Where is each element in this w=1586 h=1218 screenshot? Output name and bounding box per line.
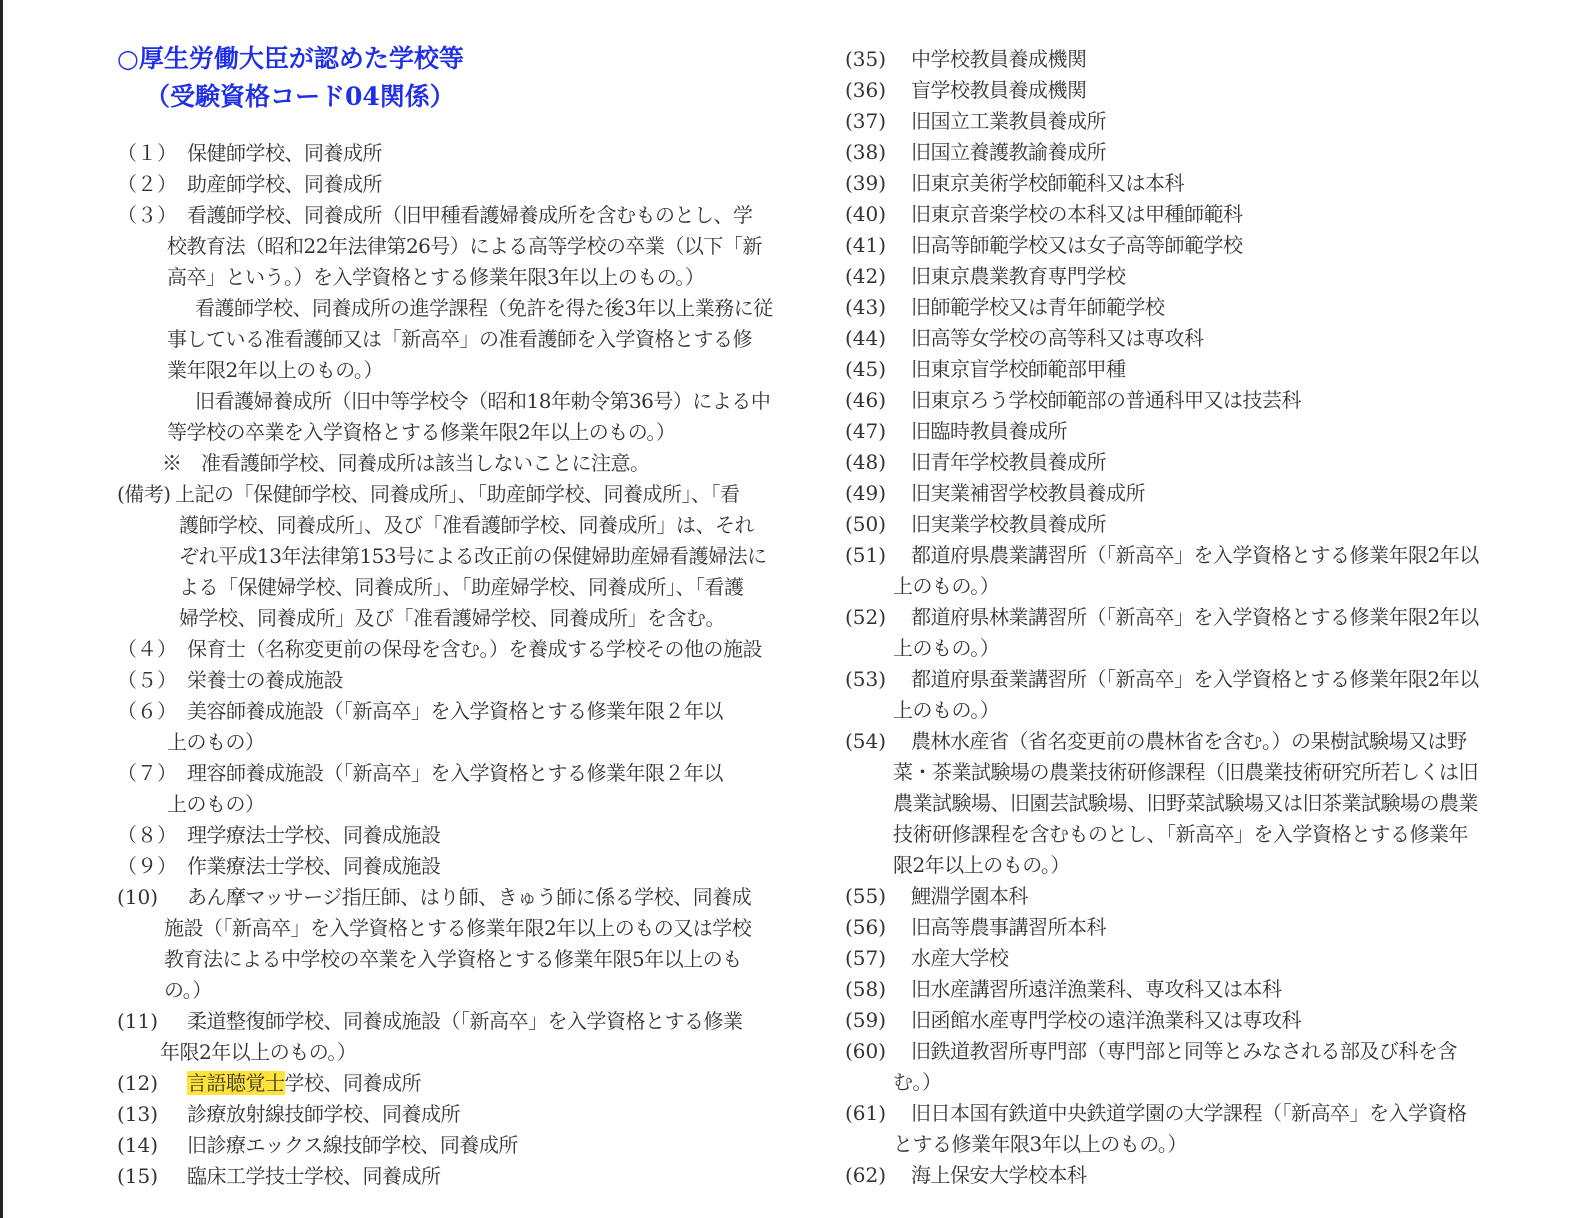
list-item-41 (845, 230, 1535, 261)
list-item-39 (845, 168, 1535, 199)
item-number: (62) (845, 1163, 887, 1187)
item-text: 旧函館水産専門学校の遠洋漁業科又は専攻科 (911, 1008, 1301, 1032)
item-text: 鯉淵学園本科 (911, 884, 1028, 908)
item-number: (58) (845, 977, 887, 1001)
item-text: 診療放射線技師学校、同養成所 (187, 1102, 460, 1126)
item-text: 旧臨時教員養成所 (911, 419, 1067, 443)
list-item-37 (845, 106, 1535, 137)
item-number: （８） (117, 823, 177, 847)
list-item-47 (845, 416, 1535, 447)
remarks-line: 婦学校、同養成所」及び「准看護婦学校、同養成所」を含む。 (179, 606, 725, 630)
highlighted-text: 言語聴覚士 (187, 1071, 285, 1095)
item-text: 旧東京農業教育専門学校 (911, 264, 1126, 288)
list-item-8 (117, 820, 807, 851)
item-text: 盲学校教員養成機関 (911, 78, 1087, 102)
item-text: 旧高等農事講習所本科 (911, 915, 1106, 939)
list-item-1 (117, 138, 807, 169)
paragraph-line: 看護師学校、同養成所の進学課程（免許を得た後3年以上業務に従 (195, 296, 773, 320)
list-item-49 (845, 478, 1535, 509)
list-item-5 (117, 665, 807, 696)
note-line: ※ 准看護師学校、同養成所は該当しないことに注意。 (162, 451, 650, 475)
list-item-38 (845, 137, 1535, 168)
list-item-40 (845, 199, 1535, 230)
item-text: 校教育法（昭和22年法律第26号）による高等学校の卒業（以下「新 (167, 234, 762, 258)
item-text: 技術研修課程を含むものとし、「新高卒」を入学資格とする修業年 (893, 822, 1468, 846)
left-item-list (117, 138, 807, 1192)
list-item-51 (845, 540, 1535, 602)
list-item-7 (117, 758, 807, 820)
paragraph-nursing-advanced (117, 293, 807, 386)
list-item-44 (845, 323, 1535, 354)
list-item-9 (117, 851, 807, 882)
item-number: (41) (845, 233, 887, 257)
item-text: 旧水産講習所遠洋漁業科、専攻科又は本科 (911, 977, 1282, 1001)
item-text: 旧実業学校教員養成所 (911, 512, 1106, 536)
item-text: あん摩マッサージ指圧師、はり師、きゅう師に係る学校、同養成 (187, 885, 752, 909)
list-item-60 (845, 1036, 1535, 1098)
item-number: (38) (845, 140, 887, 164)
item-number: (57) (845, 946, 887, 970)
right-column (845, 44, 1535, 1191)
item-number: (56) (845, 915, 887, 939)
item-text: む。） (893, 1070, 942, 1094)
remarks-line: ぞれ平成13年法律第153号による改正前の保健婦助産婦看護婦法に (179, 544, 767, 568)
item-text: 看護師学校、同養成所（旧甲種看護婦養成所を含むものとし、学 (187, 203, 753, 227)
item-number: （１） (117, 141, 177, 165)
list-item-61 (845, 1098, 1535, 1160)
item-number: （７） (117, 761, 177, 785)
paragraph-line: 旧看護婦養成所（旧中等学校令（昭和18年勅令第36号）による中 (195, 389, 771, 413)
item-text: 旧実業補習学校教員養成所 (911, 481, 1145, 505)
list-item-11 (117, 1006, 807, 1068)
list-item-13 (117, 1099, 807, 1130)
list-item-53 (845, 664, 1535, 726)
item-text: 旧国立工業教員養成所 (911, 109, 1106, 133)
remarks-line: 上記の「保健師学校、同養成所」、「助産師学校、同養成所」、「看 (175, 482, 740, 506)
item-text: 旧鉄道教習所専門部（専門部と同等とみなされる部及び科を含 (911, 1039, 1457, 1063)
item-number: (60) (845, 1039, 887, 1063)
list-item-54 (845, 726, 1535, 881)
item-number: (51) (845, 543, 887, 567)
list-item-6 (117, 696, 807, 758)
item-text: 助産師学校、同養成所 (187, 172, 382, 196)
item-text: 上のもの） (167, 730, 265, 754)
item-number: (15) (117, 1164, 159, 1188)
list-item-10 (117, 882, 807, 1006)
list-item-59 (845, 1005, 1535, 1036)
item-text (117, 1068, 807, 1099)
item-text: 海上保安大学校本科 (911, 1163, 1087, 1187)
item-text: 教育法による中学校の卒業を入学資格とする修業年限5年以上のも (164, 947, 742, 971)
item-number: （５） (117, 668, 177, 692)
item-text: 栄養士の養成施設 (187, 668, 343, 692)
paragraph-line: 業年限2年以上のもの。） (167, 358, 383, 382)
list-item-52 (845, 602, 1535, 664)
item-number: (53) (845, 667, 887, 691)
item-text: 旧師範学校又は青年師範学校 (911, 295, 1165, 319)
item-number: （３） (117, 203, 177, 227)
item-number: (52) (845, 605, 887, 629)
item-text: 旧診療エックス線技師学校、同養成所 (187, 1133, 518, 1157)
item-text: 施設（「新高卒」を入学資格とする修業年限2年以上のもの又は学校 (164, 916, 752, 940)
item-number: (50) (845, 512, 887, 536)
item-number: (37) (845, 109, 887, 133)
item-text: 上のもの。） (893, 636, 1000, 660)
list-item-15 (117, 1161, 807, 1192)
item-text: 上のもの） (167, 792, 265, 816)
list-item-56 (845, 912, 1535, 943)
item-number: (47) (845, 419, 887, 443)
document-title (117, 40, 807, 116)
item-text: 高卒」という。）を入学資格とする修業年限3年以上のもの。） (167, 265, 705, 289)
item-text: 中学校教員養成機関 (911, 47, 1087, 71)
item-text: 旧東京ろう学校師範部の普通科甲又は技芸科 (911, 388, 1301, 412)
item-text: 理容師養成施設（「新高卒」を入学資格とする修業年限２年以 (187, 761, 723, 785)
item-number: (46) (845, 388, 887, 412)
item-number: (45) (845, 357, 887, 381)
list-item-4 (117, 634, 807, 665)
item-text: 限2年以上のもの。） (893, 853, 1070, 877)
left-column (117, 40, 807, 1192)
item-number: (42) (845, 264, 887, 288)
item-text: 作業療法士学校、同養成施設 (187, 854, 441, 878)
list-item-2 (117, 169, 807, 200)
item-text: 上のもの。） (893, 698, 1000, 722)
item-number: (55) (845, 884, 887, 908)
item-number: (40) (845, 202, 887, 226)
remarks-line: 護師学校、同養成所」、及び「准看護師学校、同養成所」は、それ (179, 513, 754, 537)
item-number: (49) (845, 481, 887, 505)
item-number: (43) (845, 295, 887, 319)
item-text: 柔道整復師学校、同養成施設（「新高卒」を入学資格とする修業 (187, 1009, 743, 1033)
item-text: 旧高等師範学校又は女子高等師範学校 (911, 233, 1243, 257)
item-text: 菜・茶業試験場の農業技術研修課程（旧農業技術研究所若しくは旧 (893, 760, 1478, 784)
remarks-block (117, 479, 807, 634)
item-number: (12) (117, 1071, 159, 1095)
paragraph-line: 事している准看護師又は「新高卒」の准看護師を入学資格とする修 (167, 327, 752, 351)
list-item-48 (845, 447, 1535, 478)
item-text: 旧高等女学校の高等科又は専攻科 (911, 326, 1204, 350)
item-number: (36) (845, 78, 887, 102)
item-text: 旧青年学校教員養成所 (911, 450, 1106, 474)
item-text-rest: 学校、同養成所 (284, 1071, 421, 1095)
item-text: とする修業年限3年以上のもの。） (893, 1132, 1187, 1156)
item-number: (11) (117, 1009, 159, 1033)
item-text: 都道府県蚕業講習所（「新高卒」を入学資格とする修業年限2年以 (911, 667, 1479, 691)
item-number: (44) (845, 326, 887, 350)
item-text: 旧東京美術学校師範科又は本科 (911, 171, 1184, 195)
list-item-46 (845, 385, 1535, 416)
list-item-62 (845, 1160, 1535, 1191)
remarks-label: (備考) (117, 482, 171, 506)
list-item-3 (117, 200, 807, 293)
item-number: （６） (117, 699, 177, 723)
list-item-36 (845, 75, 1535, 106)
list-item-35 (845, 44, 1535, 75)
item-number: (48) (845, 450, 887, 474)
list-item-55 (845, 881, 1535, 912)
item-text: 旧国立養護教諭養成所 (911, 140, 1106, 164)
item-text: 農林水産省（省名変更前の農林省を含む。）の果樹試験場又は野 (911, 729, 1467, 753)
paragraph-old-nurse (117, 386, 807, 448)
item-text: 年限2年以上のもの。） (160, 1040, 357, 1064)
item-text: 美容師養成施設（「新高卒」を入学資格とする修業年限２年以 (187, 699, 723, 723)
list-item-43 (845, 292, 1535, 323)
item-text: 都道府県農業講習所（「新高卒」を入学資格とする修業年限2年以 (911, 543, 1479, 567)
title-line-2: （受験資格コード04関係） (145, 82, 455, 111)
item-text: の。） (164, 978, 212, 1002)
item-text: 保健師学校、同養成所 (187, 141, 382, 165)
item-text: 水産大学校 (911, 946, 1009, 970)
list-item-42 (845, 261, 1535, 292)
item-text: 上のもの。） (893, 574, 1000, 598)
item-text: 旧東京盲学校師範部甲種 (911, 357, 1126, 381)
item-text: 旧日本国有鉄道中央鉄道学園の大学課程（「新高卒」を入学資格 (911, 1101, 1467, 1125)
item-number: （９） (117, 854, 177, 878)
item-text: 旧東京音楽学校の本科又は甲種師範科 (911, 202, 1243, 226)
item-number: （２） (117, 172, 177, 196)
item-number: (35) (845, 47, 887, 71)
item-text: 臨床工学技士学校、同養成所 (187, 1164, 441, 1188)
list-item-14 (117, 1130, 807, 1161)
paragraph-line: 等学校の卒業を入学資格とする修業年限2年以上のもの。） (167, 420, 676, 444)
item-number: (13) (117, 1102, 159, 1126)
item-text: 農業試験場、旧園芸試験場、旧野菜試験場又は旧茶業試験場の農業 (893, 791, 1478, 815)
item-number: （４） (117, 637, 177, 661)
item-number: (54) (845, 729, 887, 753)
item-number: (39) (845, 171, 887, 195)
title-line-1: ○厚生労働大臣が認めた学校等 (117, 44, 464, 73)
item-text: 都道府県林業講習所（「新高卒」を入学資格とする修業年限2年以 (911, 605, 1479, 629)
item-number: (14) (117, 1133, 159, 1157)
item-number: (59) (845, 1008, 887, 1032)
list-item-57 (845, 943, 1535, 974)
list-item-12 (117, 1068, 807, 1099)
item-number: (10) (117, 885, 159, 909)
list-item-58 (845, 974, 1535, 1005)
remarks-line: よる「保健婦学校、同養成所」、「助産婦学校、同養成所」、「看護 (179, 575, 744, 599)
list-item-45 (845, 354, 1535, 385)
list-item-50 (845, 509, 1535, 540)
item-text: 保育士（名称変更前の保母を含む。）を養成する学校その他の施設 (187, 637, 762, 661)
item-text: 理学療法士学校、同養成施設 (187, 823, 441, 847)
item-number: (61) (845, 1101, 887, 1125)
